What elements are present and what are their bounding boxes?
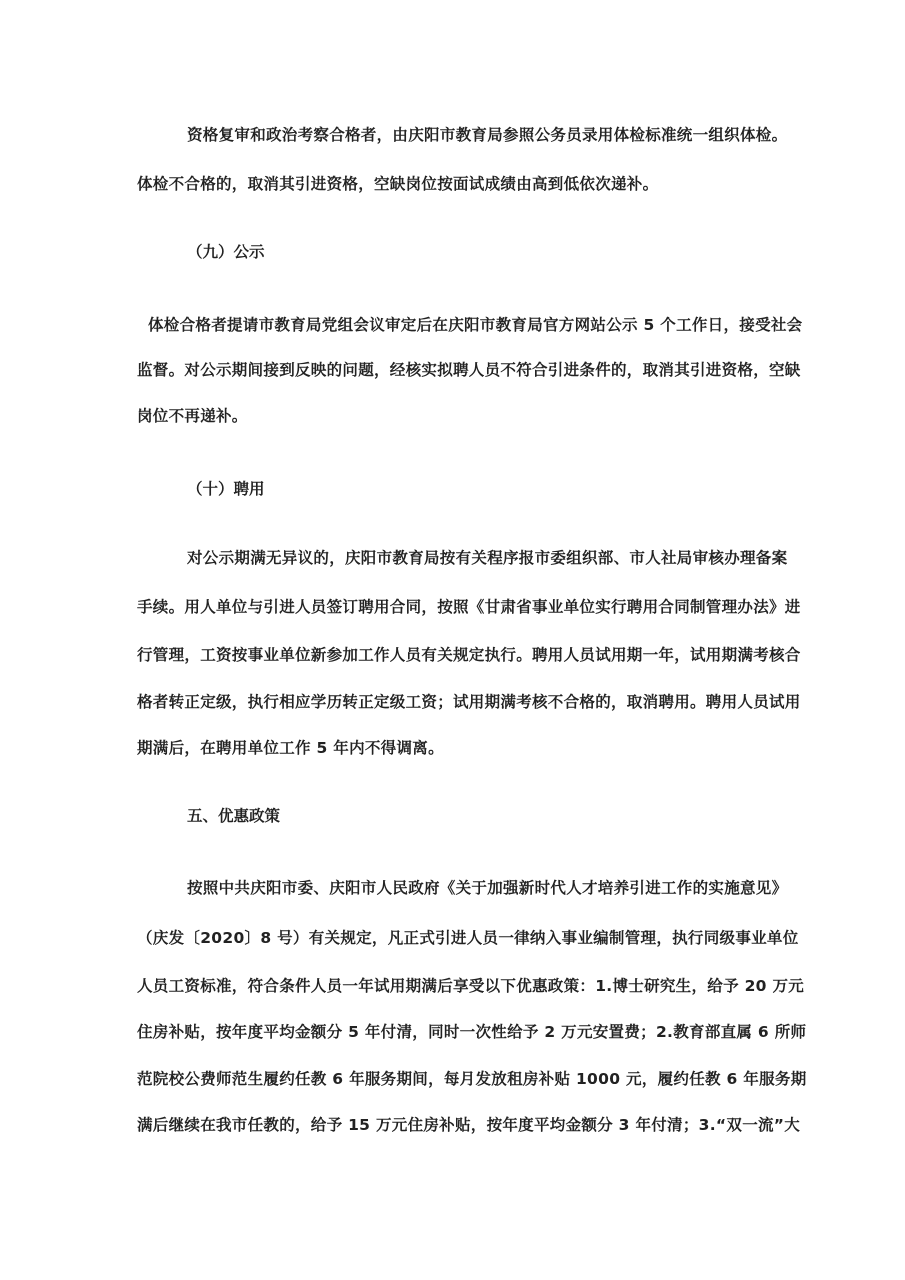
paragraph-line: 按照中共庆阳市委、庆阳市人民政府《关于加强新时代人才培养引进工作的实施意见》 [187, 879, 788, 897]
paragraph-line: 资格复审和政治考察合格者，由庆阳市教育局参照公务员录用体检标准统一组织体检。 [187, 126, 788, 144]
paragraph-line: 格者转正定级，执行相应学历转正定级工资；试用期满考核不合格的，取消聘用。聘用人员试用 [137, 693, 801, 711]
paragraph-line: 监督。对公示期间接到反映的问题，经核实拟聘人员不符合引进条件的，取消其引进资格，空缺 [137, 361, 801, 379]
paragraph-line: 住房补贴，按年度平均金额分 5 年付清，同时一次性给予 2 万元安置费；2.教育部直属 6 所师 [137, 1023, 807, 1041]
paragraph-line: 行管理，工资按事业单位新参加工作人员有关规定执行。聘用人员试用期一年，试用期满考核合 [137, 646, 801, 664]
paragraph-line: （庆发〔2020〕8 号）有关规定，凡正式引进人员一律纳入事业编制管理，执行同级事业单位 [137, 929, 799, 947]
section-heading: （十）聘用 [187, 480, 265, 498]
section-heading: （九）公示 [187, 243, 265, 261]
paragraph-line: 满后继续在我市任教的，给予 15 万元住房补贴，按年度平均金额分 3 年付清；3.“双一流”大 [137, 1116, 801, 1134]
paragraph-line: 手续。用人单位与引进人员签订聘用合同，按照《甘肃省事业单位实行聘用合同制管理办法》进 [137, 598, 801, 616]
paragraph-line: 期满后，在聘用单位工作 5 年内不得调离。 [137, 739, 444, 757]
section-heading: 五、优惠政策 [187, 807, 281, 825]
paragraph-line: 体检合格者提请市教育局党组会议审定后在庆阳市教育局官方网站公示 5 个工作日，接受社会 [148, 316, 803, 334]
paragraph-line: 人员工资标准，符合条件人员一年试用期满后享受以下优惠政策：1.博士研究生，给予 20 万元 [137, 977, 805, 995]
paragraph-line: 范院校公费师范生履约任教 6 年服务期间，每月发放租房补贴 1000 元，履约任教 6 年服务期 [137, 1070, 807, 1088]
paragraph-line: 对公示期满无异议的，庆阳市教育局按有关程序报市委组织部、市人社局审核办理备案 [187, 549, 788, 567]
paragraph-line: 岗位不再递补。 [137, 407, 248, 425]
paragraph-line: 体检不合格的，取消其引进资格，空缺岗位按面试成绩由高到低依次递补。 [137, 175, 659, 193]
